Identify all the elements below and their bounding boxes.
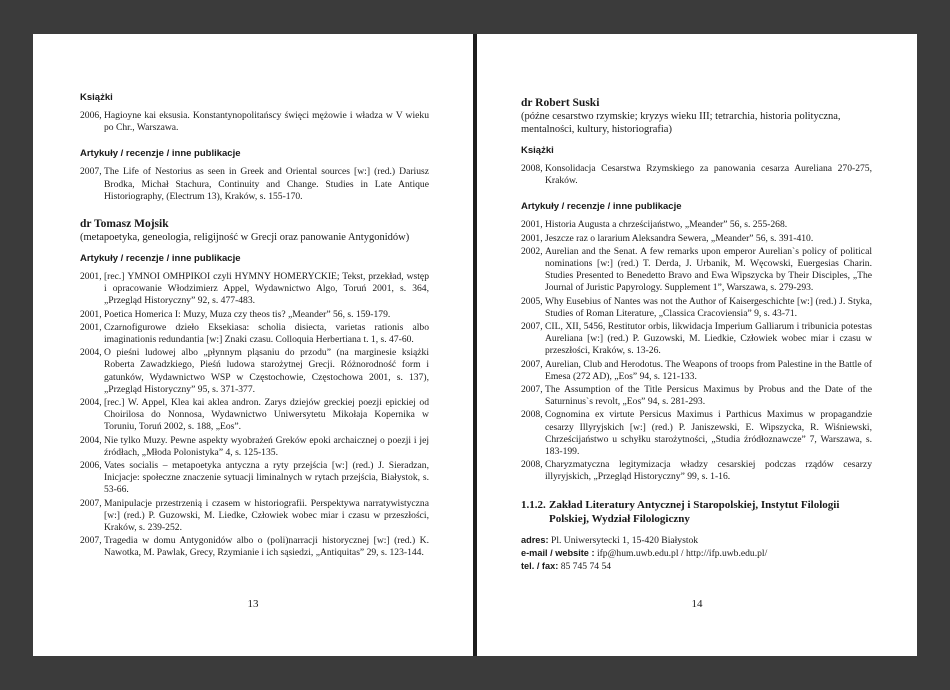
- entry-text: O pieśni ludowej albo „płynnym pląsaniu do przodu” (na marginesie książki Roberta Zawadzkiego, Pieśń ludowa starożytnej Grecji. Różnorodność form i gatunków, Wydawnictwo WSP w Częstochowie, Częstochowa 2001, s. 137), „Przegląd Historyczny” 95, s. 371-377.: [103, 347, 429, 395]
- tel-label: tel. / fax:: [521, 561, 559, 572]
- entry-text: Charyzmatyczna legitymizacja władzy cesarskiej podczas rządów cesarzy illyryjskich, „Przegląd Historyczny” 99, s. 1-16.: [544, 459, 872, 483]
- entry-text: [rec.] ΥΜΝΟΙ ΟΜΗΡΙΚΟΙ czyli HYMNY HOMERYCKIE; Tekst, przekład, wstęp i opracowanie Włodzimierz Appel, Wydawnictwo Algo, Toruń 2001, s. 364, „Przegląd Historyczny” 92, s. 477-483.: [103, 271, 429, 307]
- entry-text: Vates socialis – metapoetyka antyczna a ryty przejścia [w:] (red.) J. Sieradzan, Inicjacje: społeczne znaczenie sytuacji liminalnych w rytach przejścia, Białystok, s. 53-66.: [103, 460, 429, 496]
- entry-year: 2005,: [521, 295, 545, 307]
- bibliography-entry: [80, 535, 429, 559]
- section-heading-books: Książki: [80, 92, 113, 103]
- page-number: 13: [247, 598, 259, 610]
- entry-year: 2007,: [80, 497, 104, 509]
- bibliography-entry: [521, 219, 872, 231]
- entry-text: Historia Augusta a chrześcijaństwo, „Meander” 56, s. 255-268.: [544, 219, 788, 231]
- page-number: 14: [691, 598, 703, 610]
- person-name: dr Robert Suski: [521, 97, 600, 109]
- entry-text: Konsolidacja Cesarstwa Rzymskiego za panowania cesarza Aureliana 270-275, Kraków.: [544, 163, 872, 187]
- bibliography-entry: [521, 459, 872, 483]
- entry-text: Aurelian, Club and Herodotus. The Weapons of troops from Palestine in the Battle of Emesa (272 AD), „Eos” 94, s. 121-133.: [544, 358, 872, 382]
- bibliography-entry: [521, 359, 872, 383]
- institute-name: Zakład Literatury Antycznej i Staropolskiej, Instytut Filologii Polskiej, Wydział Filologiczny: [549, 498, 840, 525]
- contact-tel: [521, 560, 872, 573]
- left-page: [33, 34, 473, 656]
- entry-text: [rec.] W. Appel, Klea kai aklea andron. Zarys dziejów greckiej poezji epickiej od Choirilosa do Nonnosa, Wydawnictwo Uniwersytetu Mikołaja Kopernika w Toruniu, Toruń 2002, s. 188, „Eos”.: [103, 397, 429, 433]
- entry-text: CIL, XII, 5456, Restitutor orbis, likwidacja Imperium Galliarum i tribunicia potestas Aureliana [w:] (red.) P. Guzowski, M. Liedkie, Człowiek wobec miar i czasu w przeszłości, Kraków, s. 13-26.: [544, 321, 872, 357]
- bibliography-entry: [80, 397, 429, 434]
- entry-year: 2008,: [521, 409, 545, 421]
- web-value[interactable]: ifp@hum.uwb.edu.pl / http://ifp.uwb.edu.pl/: [596, 547, 768, 559]
- entry-year: 2001,: [80, 308, 104, 320]
- bibliography-entry: [521, 233, 872, 245]
- section-heading-articles: Artykuły / recenzje / inne publikacje: [521, 201, 682, 213]
- person-description: (późne cesarstwo rzymskie; kryzys wieku III; tetrarchia, historia polityczna, mentalności, kultury, historiografia): [521, 111, 841, 135]
- entry-year: 2008,: [521, 163, 545, 174]
- right-page: [477, 34, 917, 656]
- contact-address: [521, 534, 872, 547]
- section-heading-articles-2: Artykuły / recenzje / inne publikacje: [80, 253, 241, 265]
- entry-year: 2007,: [521, 384, 545, 396]
- bibliography-entry: [521, 384, 872, 408]
- entry-text: Nie tylko Muzy. Pewne aspekty wyobrażeń Greków epoki archaicznej o poezji i jej źródłach, „Młoda Polonistyka” 4, s. 125-135.: [103, 434, 429, 458]
- address-label: adres:: [521, 534, 549, 545]
- entry-text: Tragedia w domu Antygonidów albo o (poli)narracji historycznej [w:] (red.) K. Nawotka, M. Pawlak, Grecy, Rzymianie i ich sąsiedzi, „Antiquitas” 29, s. 123-144.: [103, 535, 429, 559]
- bibliography-entry: [80, 110, 429, 134]
- entry-text: Jeszcze raz o lararium Aleksandra Sewera, „Meander” 56, s. 391-410.: [544, 232, 814, 244]
- entry-list-articles: [521, 219, 872, 483]
- entry-list-books: [521, 163, 872, 187]
- bibliography-entry: [80, 309, 429, 321]
- bibliography-entry: [80, 435, 429, 459]
- entry-year: 2001,: [521, 219, 545, 231]
- bibliography-entry: [521, 321, 872, 358]
- tel-value: 85 745 74 54: [560, 561, 612, 573]
- entry-text: The Assumption of the Title Persicus Maximus by Probus and the Date of the Saturninus`s revolt, „Eos” 94, s. 281-293.: [544, 384, 872, 408]
- bibliography-entry: [521, 163, 872, 187]
- entry-year: 2001,: [80, 271, 104, 283]
- bibliography-entry: [80, 166, 429, 203]
- entry-text: Hagioyne kai eksusia. Konstantynopolitańscy święci mężowie i władza w V wieku po Chr., Warszawa.: [103, 110, 429, 134]
- person-description: (metapoetyka, geneologia, religijność w Grecji oraz panowanie Antygonidów): [80, 232, 410, 244]
- bibliography-entry: [80, 460, 429, 497]
- bibliography-entry: [521, 409, 872, 458]
- entry-year: 2001,: [80, 321, 104, 333]
- entry-year: 2006,: [80, 460, 104, 472]
- entry-year: 2004,: [80, 397, 104, 409]
- contact-web: [521, 547, 872, 560]
- entry-list-books: [80, 110, 429, 134]
- address-value: Pl. Uniwersytecki 1, 15-420 Białystok: [550, 534, 699, 546]
- bibliography-entry: [80, 498, 429, 535]
- section-heading-articles: Artykuły / recenzje / inne publikacje: [80, 148, 241, 160]
- bibliography-entry: [80, 271, 429, 308]
- entry-year: 2004,: [80, 347, 104, 359]
- institute-heading: [521, 498, 872, 526]
- entry-year: 2008,: [521, 459, 545, 471]
- bibliography-entry: [80, 347, 429, 396]
- bibliography-entry: [521, 296, 872, 320]
- web-label: e-mail / website :: [521, 547, 595, 558]
- entry-year: 2001,: [521, 232, 545, 244]
- entry-year: 2006,: [80, 110, 104, 121]
- entry-list-articles-2: [80, 271, 429, 560]
- bibliography-entry: [80, 322, 429, 346]
- entry-text: Cognomina ex virtute Persicus Maximus i Parthicus Maximus w propagandzie cesarzy Illyryjskich [w:] (red.) P. Janiszewski, E. Wipszycka, R. Wiśniewski, Chrześcijaństwo u schyłku starożytności, „Studia źródłoznawcze” 7, Warszawa, s. 183-199.: [544, 409, 872, 458]
- entry-year: 2007,: [80, 166, 104, 178]
- entry-year: 2007,: [521, 358, 545, 370]
- entry-text: Aurelian and the Senat. A few remarks upon emperor Aurelian`s policy of political nominations [w:] (red.) T. Derda, J. Urbanik, M. Węcowski, Euergesias Charin. Studies Presented to Benedetto Bravo and Ewa Wipszycka by Their Disciples, „The Journal of Juristic Papyrology. Supplement 1”, Warszawa, s. 279-293.: [544, 245, 872, 294]
- person-name: dr Tomasz Mojsik: [80, 218, 169, 231]
- bibliography-entry: [521, 246, 872, 295]
- entry-year: 2004,: [80, 434, 104, 446]
- entry-year: 2007,: [80, 535, 104, 547]
- entry-text: Poetica Homerica I: Muzy, Muza czy theos tis? „Meander” 56, s. 159-179.: [103, 308, 391, 320]
- entry-text: Czarnofigurowe dzieło Eksekiasa: scholia disiecta, varietas rationis albo imaginationis redundantia [w:] Znaki czasu. Colloquia Herbertiana t. 1, s. 47-60.: [103, 321, 429, 346]
- entry-list-articles: [80, 166, 429, 203]
- institute-number: 1.1.2.: [521, 498, 546, 511]
- entry-text: Why Eusebius of Nantes was not the Author of Kaisergeschichte [w:] (red.) J. Styka, Studies of Roman Literature, „Classica Cracoviensia” 9, s. 43-71.: [544, 295, 872, 319]
- section-heading-books: Książki: [521, 145, 554, 156]
- entry-year: 2007,: [521, 321, 545, 333]
- entry-text: Manipulacje przestrzenią i czasem w historiografii. Perspektywa narratywistyczna [w:] (red.) P. Guzowski, M. Liedke, Człowiek wobec miar i czasu w przeszłości, Kraków, s. 239-252.: [103, 497, 429, 534]
- entry-year: 2002,: [521, 245, 545, 257]
- entry-text: The Life of Nestorius as seen in Greek and Oriental sources [w:] (red.) Dariusz Brodka, Michał Stachura, Continuity and Change. Studies in Late Antique Historiography, (Electrum 13), Kraków, s. 155-170.: [103, 166, 429, 202]
